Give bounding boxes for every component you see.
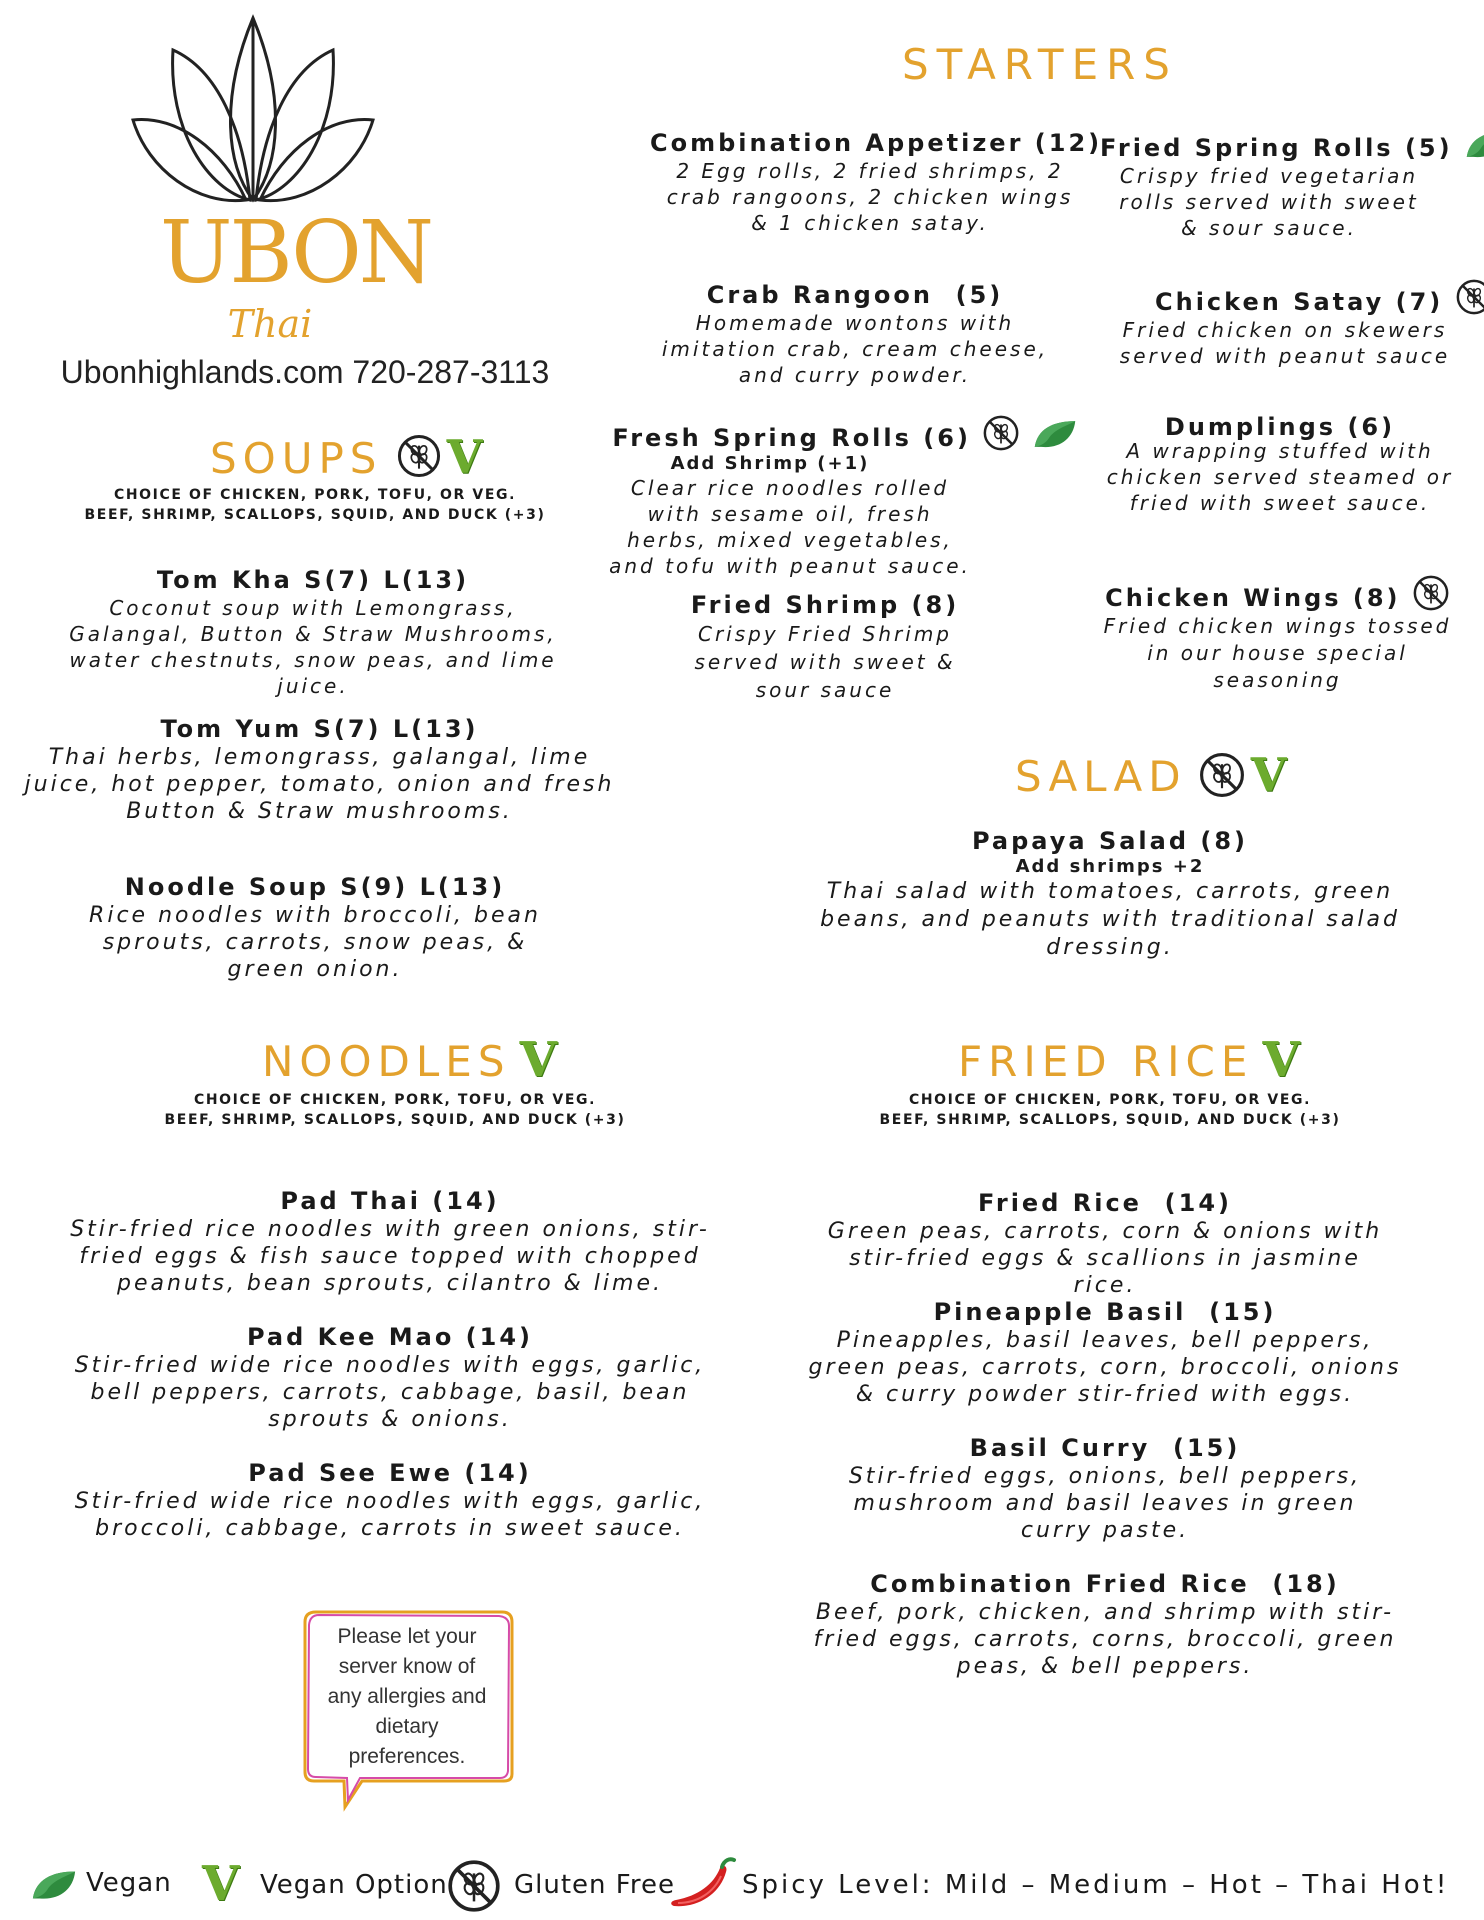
item-name-text: Chicken Wings (8)	[1105, 584, 1401, 612]
soup-noodle-soup	[30, 872, 600, 983]
fried-rice-header	[958, 1032, 1338, 1092]
noodle-pad-thai	[60, 1186, 720, 1297]
item-name: Noodle Soup S(9) L(13)	[124, 873, 506, 901]
item-name: Fried Rice (14)	[978, 1189, 1232, 1217]
noodles-header	[262, 1032, 582, 1092]
starter-fried-shrimp	[655, 590, 995, 704]
item-name: Basil Curry (15)	[969, 1434, 1241, 1462]
salad-papaya-salad	[810, 826, 1410, 962]
item-name: Tom Yum S(7) L(13)	[160, 715, 479, 743]
item-name	[610, 414, 1080, 453]
brand-subtitle: Thai	[227, 302, 313, 346]
choice-line-1: CHOICE OF CHICKEN, PORK, TOFU, OR VEG.	[193, 1092, 597, 1108]
item-name-text: Fried Spring Rolls (5)	[1100, 134, 1453, 162]
vegan-option-icon: V	[1250, 748, 1287, 802]
fried-rice-title: FRIED RICE	[958, 1037, 1254, 1086]
rice-fried-rice	[800, 1188, 1410, 1299]
item-description: Thai salad with tomatoes, carrots, green beans, and peanuts with traditional salad dressing.	[820, 879, 1400, 960]
item-description: Clear rice noodles rolled with sesame oil, fresh herbs, mixed vegetables, and tofu with peanut sauce.	[609, 476, 971, 578]
item-description: Stir-fried wide rice noodles with eggs, garlic, bell peppers, carrots, cabbage, basil, bean sprouts & onions.	[74, 1353, 706, 1432]
gluten-free-icon	[446, 1858, 502, 1914]
item-name	[1090, 574, 1465, 613]
chili-pepper-icon	[668, 1856, 738, 1912]
starters-title: STARTERS	[902, 40, 1178, 89]
choice-line-2: BEEF, SHRIMP, SCALLOPS, SQUID, AND DUCK (+3)	[164, 1112, 626, 1128]
item-name: Combination Appetizer (12)	[650, 129, 1103, 157]
item-description: Stir-fried eggs, onions, bell peppers, mushroom and basil leaves in green curry paste.	[848, 1464, 1362, 1543]
starter-combination-appetizer	[650, 128, 1103, 236]
brand-logo	[128, 10, 378, 210]
salad-header	[1015, 748, 1305, 804]
item-name: Pad See Ewe (14)	[248, 1459, 532, 1487]
soups-protein-choice	[40, 485, 590, 525]
choice-line-2: BEEF, SHRIMP, SCALLOPS, SQUID, AND DUCK (+3)	[84, 507, 546, 523]
allergy-note	[305, 1612, 515, 1772]
vegan-option-icon: V	[519, 1032, 557, 1088]
legend-gluten-free: Gluten Free	[514, 1870, 675, 1900]
item-name: Fried Shrimp (8)	[690, 591, 960, 619]
item-add-on: Add Shrimp (+1)	[670, 453, 870, 474]
allergy-note-text: Please let your server know of any allergies and dietary preferences.	[327, 1625, 487, 1768]
item-description: Homemade wontons with imitation crab, cream cheese, and curry powder.	[661, 311, 1049, 387]
legend-vegan-option: Vegan Option	[260, 1870, 448, 1900]
item-description: Rice noodles with broccoli, bean sprouts, carrots, snow peas, & green onion.	[89, 903, 541, 982]
starter-chicken-wings	[1090, 574, 1465, 694]
item-description: Fried chicken on skewers served with peanut sauce	[1119, 318, 1451, 368]
item-description: Stir-fried wide rice noodles with eggs, garlic, broccoli, cabbage, carrots in sweet sauce.	[74, 1489, 706, 1541]
soups-header	[210, 430, 500, 486]
soups-title: SOUPS	[210, 434, 383, 483]
item-name: Dumplings (6)	[1164, 413, 1396, 441]
gluten-free-icon	[396, 433, 442, 479]
noodles-title: NOODLES	[262, 1037, 511, 1086]
starter-crab-rangoon	[635, 280, 1075, 388]
item-name: Pineapple Basil (15)	[933, 1298, 1277, 1326]
item-name	[1100, 128, 1460, 163]
fried-rice-protein-choice	[830, 1090, 1390, 1130]
gluten-free-icon	[1412, 574, 1450, 612]
vegan-leaf-icon	[30, 1868, 78, 1902]
vegan-option-icon: V	[202, 1856, 240, 1912]
gluten-free-icon	[982, 414, 1020, 452]
item-description: Crispy Fried Shrimp served with sweet & sour sauce	[694, 622, 956, 702]
item-description: 2 Egg rolls, 2 fried shrimps, 2 crab rangoons, 2 chicken wings & 1 chicken satay.	[666, 159, 1074, 235]
choice-line-2: BEEF, SHRIMP, SCALLOPS, SQUID, AND DUCK (+3)	[879, 1112, 1341, 1128]
rice-basil-curry	[800, 1433, 1410, 1544]
legend-spicy-level: Spicy Level: Mild – Medium – Hot – Thai Hot!	[742, 1870, 1450, 1900]
gluten-free-icon	[1198, 751, 1246, 799]
item-name: Tom Kha S(7) L(13)	[156, 566, 470, 594]
item-name: Crab Rangoon (5)	[706, 281, 1004, 309]
rice-pineapple-basil	[800, 1297, 1410, 1408]
item-description: Fried chicken wings tossed in our house special seasoning	[1103, 614, 1452, 692]
starter-fresh-spring-rolls	[610, 414, 1080, 579]
vegan-leaf-icon	[1464, 128, 1484, 160]
gluten-free-icon	[1455, 278, 1484, 316]
contact-info: Ubonhighlands.com 720-287-3113	[60, 354, 550, 390]
lotus-logo-icon	[128, 10, 378, 210]
item-add-on: Add shrimps +2	[1015, 856, 1205, 877]
item-description: Green peas, carrots, corn & onions with stir-fried eggs & scallions in jasmine rice.	[827, 1219, 1383, 1298]
item-name: Papaya Salad (8)	[971, 827, 1249, 855]
starter-fried-spring-rolls	[1100, 128, 1460, 241]
item-description: Stir-fried rice noodles with green onions, stir-fried eggs & fish sauce topped with chopped peanuts, bean sprouts, cilantro & lime.	[70, 1217, 710, 1296]
item-description: Crispy fried vegetarian rolls served with sweet & sour sauce.	[1119, 164, 1419, 240]
item-description: A wrapping stuffed with chicken served steamed or fried with sweet sauce.	[1106, 439, 1454, 515]
item-name	[1115, 278, 1475, 317]
brand-name: UBON	[160, 203, 432, 303]
choice-line-1: CHOICE OF CHICKEN, PORK, TOFU, OR VEG.	[908, 1092, 1312, 1108]
item-description: Coconut soup with Lemongrass, Galangal, Button & Straw Mushrooms, water chestnuts, snow peas, and lime juice.	[69, 596, 557, 698]
item-name: Combination Fried Rice (18)	[870, 1570, 1340, 1598]
item-name: Pad Thai (14)	[280, 1187, 500, 1215]
vegan-leaf-icon	[1032, 418, 1078, 450]
soup-tom-kha	[28, 565, 598, 699]
item-name-text: Chicken Satay (7)	[1155, 288, 1444, 316]
item-name: Pad Kee Mao (14)	[246, 1323, 534, 1351]
soup-tom-yum	[22, 714, 617, 825]
item-name-text: Fresh Spring Rolls (6)	[612, 424, 971, 452]
choice-line-1: CHOICE OF CHICKEN, PORK, TOFU, OR VEG.	[113, 487, 517, 503]
noodle-pad-kee-mao	[60, 1322, 720, 1433]
item-description: Beef, pork, chicken, and shrimp with stir-fried eggs, carrots, corns, broccoli, green peas, & bell peppers.	[813, 1600, 1397, 1679]
noodles-protein-choice	[120, 1090, 670, 1130]
rice-combination-fried-rice	[800, 1569, 1410, 1680]
item-description: Thai herbs, lemongrass, galangal, lime juice, hot pepper, tomato, onion and fresh Button & Straw mushrooms.	[24, 745, 615, 824]
vegan-option-icon: V	[446, 430, 483, 484]
salad-title: SALAD	[1015, 752, 1187, 801]
noodle-pad-see-ewe	[60, 1458, 720, 1542]
vegan-option-icon: V	[1262, 1032, 1300, 1088]
starter-chicken-satay	[1115, 278, 1475, 369]
starter-dumplings	[1080, 412, 1480, 516]
item-description: Pineapples, basil leaves, bell peppers, green peas, carrots, corn, broccoli, onions & curry powder stir-fried with eggs.	[808, 1328, 1402, 1407]
legend-vegan: Vegan	[86, 1868, 172, 1898]
